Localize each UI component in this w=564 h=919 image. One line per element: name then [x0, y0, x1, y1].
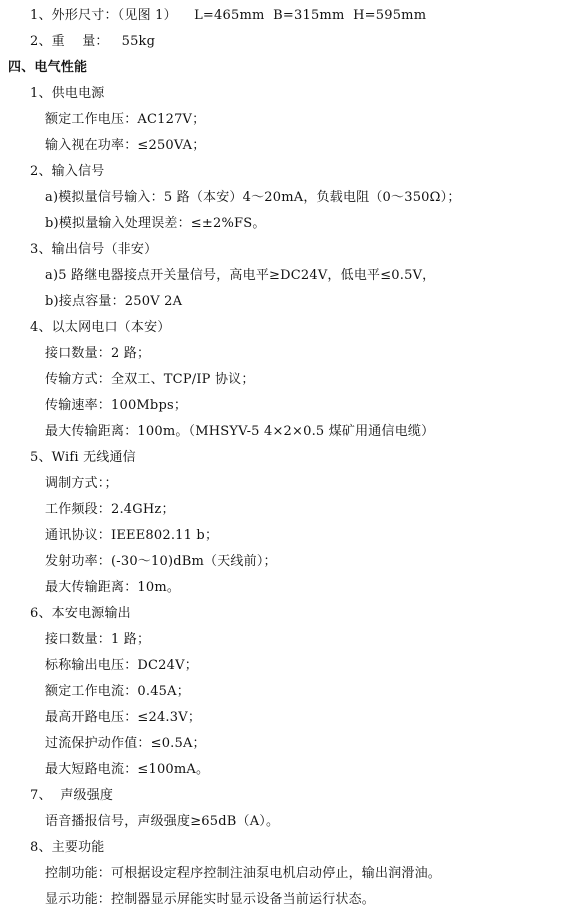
weight-line: 2、重 量： 55kg	[30, 34, 156, 49]
control-function-line: 控制功能：可根据设定程序控制注油泵电机启动停止，输出润滑油。	[45, 866, 442, 881]
ia-ports-line: 接口数量：1 路；	[45, 632, 151, 647]
ia-rated-current-line: 额定工作电流：0.45A；	[45, 684, 190, 699]
ethernet-mode-line: 传输方式：全双工、TCP/IP 协议；	[45, 372, 255, 387]
ethernet-ports-line: 接口数量：2 路；	[45, 346, 151, 361]
section-heading-electrical: 四、电气性能	[8, 60, 88, 75]
subheading-input-signal: 2、输入信号	[30, 164, 105, 179]
subheading-ethernet: 4、以太网电口（本安）	[30, 320, 171, 335]
ethernet-rate-line: 传输速率：100Mbps；	[45, 398, 188, 413]
wifi-distance-line: 最大传输距离：10m。	[45, 580, 181, 595]
subheading-ia-power-output: 6、本安电源输出	[30, 606, 131, 621]
subheading-power-supply: 1、供电电源	[30, 86, 105, 101]
ia-open-circuit-line: 最高开路电压：≤24.3V；	[45, 710, 202, 725]
ethernet-distance-line: 最大传输距离：100m。（MHSYV-5 4×2×0.5 煤矿用通信电缆）	[45, 424, 435, 439]
wifi-band-line: 工作频段：2.4GHz；	[45, 502, 175, 517]
ia-overcurrent-line: 过流保护动作值：≤0.5A；	[45, 736, 206, 751]
ia-nominal-voltage-line: 标称输出电压：DC24V；	[45, 658, 198, 673]
ia-short-circuit-line: 最大短路电流：≤100mA。	[45, 762, 210, 777]
wifi-protocol-line: 通讯协议：IEEE802.11 b；	[45, 528, 219, 543]
sound-level-line: 语音播报信号，声级强度≥65dB（A）。	[45, 814, 280, 829]
subheading-wifi: 5、Wifi 无线通信	[30, 450, 136, 465]
dimensions-line: 1、外形尺寸：（见图 1） L=465mm B=315mm H=595mm	[30, 8, 427, 23]
apparent-power-line: 输入视在功率：≤250VA；	[45, 138, 206, 153]
rated-voltage-line: 额定工作电压：AC127V；	[45, 112, 206, 127]
wifi-power-line: 发射功率：(-30～10)dBm（天线前）；	[45, 554, 277, 569]
wifi-modulation-line: 调制方式：；	[45, 476, 118, 491]
subheading-sound-level: 7、 声级强度	[30, 788, 114, 803]
subheading-main-functions: 8、主要功能	[30, 840, 105, 855]
subheading-output-signal: 3、输出信号（非安）	[30, 242, 158, 257]
contact-capacity-line: b)接点容量：250V 2A	[45, 294, 183, 309]
relay-output-line: a)5 路继电器接点开关量信号，高电平≥DC24V，低电平≤0.5V，	[45, 268, 436, 283]
analog-input-line: a)模拟量信号输入：5 路（本安）4～20mA，负载电阻（0～350Ω）；	[45, 190, 461, 205]
display-function-line: 显示功能：控制器显示屏能实时显示设备当前运行状态。	[45, 892, 376, 907]
analog-error-line: b)模拟量输入处理误差：≤±2%FS。	[45, 216, 266, 231]
